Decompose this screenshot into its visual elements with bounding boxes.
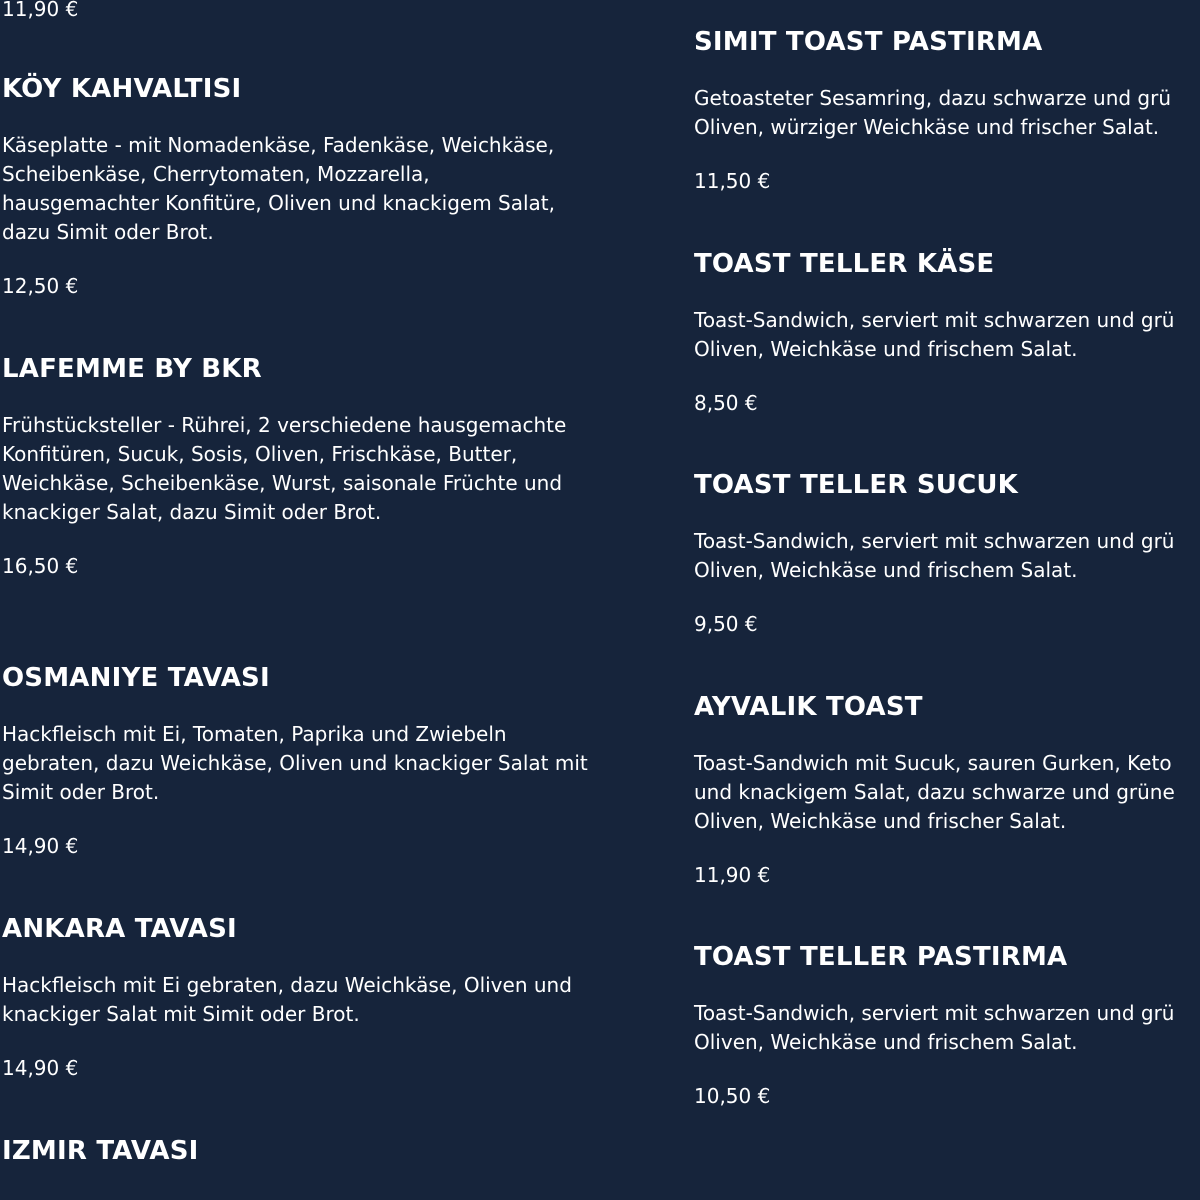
menu-item [694,249,1200,418]
menu-item-title: AYVALIK TOAST [694,692,923,722]
menu-item-description: Hackfleisch mit Ei gebraten, dazu Weichkäse, Oliven und knackiger Salat mit Simit oder Brot. [2,973,572,1026]
menu-item-description [694,84,1200,142]
menu-item-price: 11,50 € [694,169,771,193]
menu-item [2,74,602,301]
menu-item [2,663,602,861]
top-price: 11,90 € [2,0,79,21]
menu-item-price: 11,90 € [694,863,771,887]
menu-item [694,470,1200,639]
menu-item-price: 14,90 € [2,1056,79,1080]
menu-item [2,354,602,581]
menu-item [2,1136,602,1166]
menu-item-price: 14,90 € [2,834,79,858]
menu-item-price: 9,50 € [694,612,758,636]
menu-item-description: Käseplatte - mit Nomadenkäse, Fadenkäse, Weichkäse, Scheibenkäse, Cherrytomaten, Mozzarella, hausgemachter Konfitüre, Oliven und knackigem Salat, dazu Simit oder Brot. [2,133,555,244]
menu-item [694,27,1200,196]
menu-item-title: TOAST TELLER PASTIRMA [694,942,1068,972]
description-line: Toast-Sandwich, serviert mit schwarzen und grü [694,529,1175,553]
menu-item-description [694,306,1200,364]
description-line: und knackigem Salat, dazu schwarze und grüne [694,780,1175,804]
menu-item-description [694,527,1200,585]
menu-item-price: 8,50 € [694,391,758,415]
menu-item-title: KÖY KAHVALTISI [2,74,242,104]
menu-item-price: 10,50 € [694,1084,771,1108]
menu-item-title: ANKARA TAVASI [2,914,237,944]
description-line: Toast-Sandwich mit Sucuk, sauren Gurken, Keto [694,751,1172,775]
menu-item-description [694,999,1200,1057]
menu-item-title: SIMIT TOAST PASTIRMA [694,27,1043,57]
menu-item-title: TOAST TELLER SUCUK [694,470,1019,500]
menu-item [694,942,1200,1111]
description-line: Oliven, würziger Weichkäse und frischer Salat. [694,115,1160,139]
description-line: Oliven, Weichkäse und frischem Salat. [694,1030,1078,1054]
menu-item-title: OSMANIYE TAVASI [2,663,270,693]
menu-item [694,692,1200,890]
description-line: Oliven, Weichkäse und frischer Salat. [694,809,1067,833]
menu-item [2,914,602,1083]
description-line: Getoasteter Sesamring, dazu schwarze und grü [694,86,1172,110]
description-line: Oliven, Weichkäse und frischem Salat. [694,337,1078,361]
description-line: Oliven, Weichkäse und frischem Salat. [694,558,1078,582]
menu-item-description: Frühstücksteller - Rührei, 2 verschiedene hausgemachte Konfitüren, Sucuk, Sosis, Oliven, Frischkäse, Butter, Weichkäse, Scheibenkäse, Wurst, saisonale Früchte und knackiger Salat, dazu Simit oder Brot. [2,413,567,524]
menu-item-description [694,749,1200,836]
menu-item-title: IZMIR TAVASI [2,1136,199,1166]
menu-item-title: TOAST TELLER KÄSE [694,249,995,279]
description-line: Toast-Sandwich, serviert mit schwarzen und grü [694,1001,1175,1025]
menu-item-price: 12,50 € [2,274,79,298]
menu-item-title: LAFEMME BY BKR [2,354,262,384]
description-line: Toast-Sandwich, serviert mit schwarzen und grü [694,308,1175,332]
menu-item-description: Hackfleisch mit Ei, Tomaten, Paprika und Zwiebeln gebraten, dazu Weichkäse, Oliven und knackiger Salat mit Simit oder Brot. [2,722,588,804]
menu-item-price: 16,50 € [2,554,79,578]
